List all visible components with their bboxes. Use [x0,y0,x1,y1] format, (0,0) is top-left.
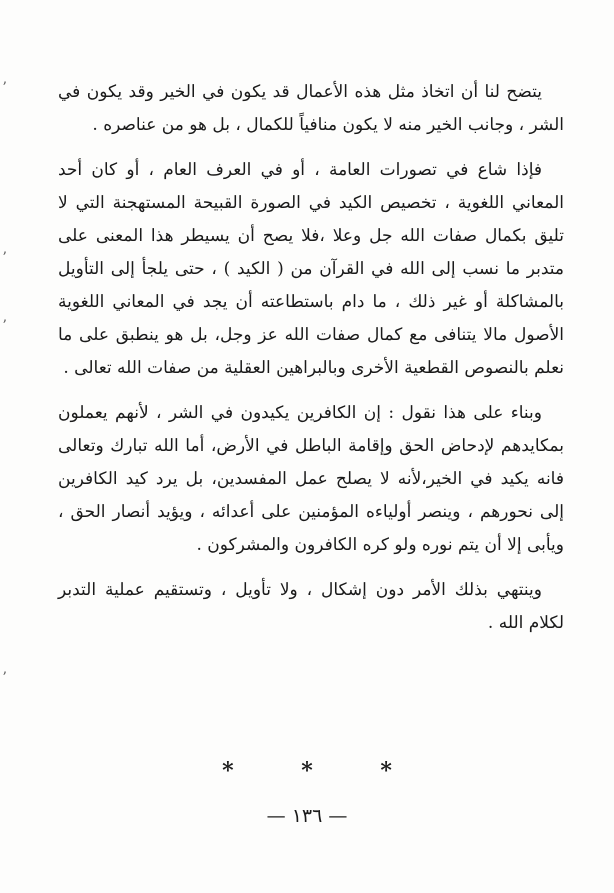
body-text [58,76,564,640]
page-number: — ١٣٦ — [266,805,348,827]
paragraph: يتضح لنا أن اتخاذ مثل هذه الأعمال قد يكون في الخير وقد يكون في الشر ، وجانب الخير منه لا يكون منافياً للكمال ، بل هو من عناصره . [58,82,564,135]
margin-mark: ʼ [2,670,7,686]
margin-mark: ʼ [2,80,7,96]
margin-mark: ʼ [2,250,7,266]
paragraph: فإذا شاع في تصورات العامة ، أو في العرف العام ، أو كان أحد المعاني اللغوية ، تخصيص الكيد في الصورة القبيحة المستهجنة التي لا تليق بكمال صفات الله جل وعلا ،فلا يصح أن يسيطر هذا المعنى على متدبر ما نسب إلى الله في القرآن من ( الكيد ) ، حتى يلجأ إلى التأويل بالمشاكلة أو غير ذلك ، ما دام باستطاعته أن يجد في المعاني اللغوية الأصول مالا يتنافى مع كمال صفات الله عز وجل، بل هو ينطبق على ما نعلم بالنصوص القطعية الأخرى وبالبراهين العقلية من صفات الله تعالى . [58,160,564,378]
paragraph: وينتهي بذلك الأمر دون إشكال ، ولا تأويل ، وتستقيم عملية التدبر لكلام الله . [58,580,564,633]
section-separator: * * * [222,758,422,784]
margin-mark: ʼ [2,318,7,334]
paragraph: وبناء على هذا نقول : إن الكافرين يكيدون في الشر ، لأنهم يعملون بمكايدهم لإدحاض الحق وإقامة الباطل في الأرض، أما الله تبارك وتعالى فانه يكيد في الخير،لأنه لا يصلح عمل المفسدين، بل يرد كيد الكافرين إلى نحورهم ، وينصر أولياءه المؤمنين على أعدائه ، ويؤيد أنصار الحق ، ويأبى إلا أن يتم نوره ولو كره الكافرون والمشركون . [58,403,564,555]
